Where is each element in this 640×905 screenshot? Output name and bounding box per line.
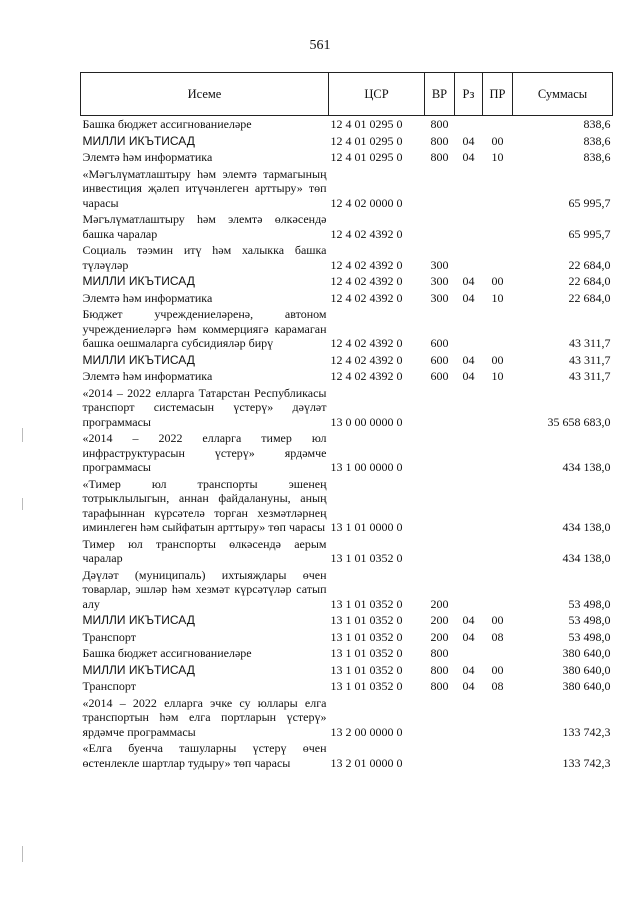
cell-name: МИЛЛИ ИКЪТИСАД [82,133,195,148]
cell-name: «2014 – 2022 елларга тимер юл инфраструктурасын үстерү» ярдәмче программасы [82,431,327,474]
cell-pr: 10 [491,150,504,164]
cell-rz: 04 [462,613,475,627]
cell-pr [483,645,513,662]
cell-pr [483,211,513,242]
column-header-rz: Рз [455,73,483,116]
cell-rz [455,740,483,771]
cell-name: Башка бюджет ассигнованиеләре [82,117,252,131]
cell-name: МИЛЛИ ИКЪТИСАД [82,662,195,677]
cell-csr: 12 4 01 0295 0 [330,117,403,131]
cell-name: Башка бюджет ассигнованиеләре [82,646,252,660]
cell-vr: 600 [430,352,449,367]
cell-pr [483,306,513,352]
cell-sum: 380 640,0 [562,646,611,660]
table-row [81,133,613,150]
cell-csr: 12 4 02 4392 0 [330,352,403,367]
cell-pr: 00 [491,613,504,627]
cell-vr: 600 [430,369,449,383]
cell-rz: 04 [462,662,475,677]
cell-csr: 12 4 01 0295 0 [330,133,403,148]
cell-vr: 800 [430,150,449,164]
cell-sum: 53 498,0 [568,629,611,644]
cell-rz [455,385,483,431]
cell-csr: 13 2 00 0000 0 [330,724,403,739]
cell-vr: 800 [430,117,449,131]
cell-pr [483,166,513,212]
cell-rz: 04 [462,629,475,644]
column-header-sum: Суммасы [513,73,613,116]
column-header-pr: ПР [483,73,513,116]
table-row [81,740,613,771]
cell-vr [425,476,455,536]
cell-name: «Елга буенча ташуларны үстерү өчен өстенлекле шартлар тудыру» төп чарасы [82,741,327,770]
cell-rz [455,645,483,662]
table-row [81,567,613,613]
cell-pr: 08 [491,679,504,693]
cell-rz: 04 [462,150,475,164]
table-header-row [81,73,613,116]
cell-csr: 13 1 01 0352 0 [330,679,403,693]
cell-name: Транспорт [82,629,136,644]
cell-csr: 12 4 02 4392 0 [330,274,403,288]
table-row [81,211,613,242]
cell-sum: 35 658 683,0 [547,414,611,429]
cell-name: МИЛЛИ ИКЪТИСАД [82,613,195,627]
cell-rz [455,211,483,242]
cell-vr: 200 [430,629,449,644]
cell-csr: 12 4 01 0295 0 [330,150,403,164]
cell-csr: 13 1 01 0352 0 [330,662,403,677]
cell-pr: 10 [491,290,504,305]
cell-rz: 04 [462,352,475,367]
cell-name: Социаль тәэмин итү һәм халыкка башка түләүләр [82,243,327,272]
cell-sum: 43 311,7 [568,369,611,383]
cell-csr: 13 1 01 0352 0 [330,551,403,565]
table-row [81,306,613,352]
cell-csr: 13 1 01 0000 0 [330,520,403,534]
table-row [81,678,613,695]
budget-table [80,72,613,771]
cell-rz: 04 [462,679,475,693]
cell-pr [483,430,513,476]
cell-sum: 53 498,0 [568,596,611,611]
cell-pr: 00 [491,274,504,288]
cell-pr [483,536,513,567]
cell-pr [483,476,513,536]
cell-name: «Тимер юл транспорты эшенең тотрыклылыгын, аннан файдалануны, аның тарафыннан күрсәтелә торган хезмәтләрнең иминлеген һәм сыйфатын арттыру» төп чарасы [82,476,327,534]
table-row [81,273,613,290]
table-row [81,645,613,662]
cell-csr: 12 4 02 4392 0 [330,257,403,272]
cell-pr: 00 [491,352,504,367]
table-row [81,368,613,385]
cell-csr: 12 4 02 0000 0 [330,195,403,210]
cell-vr: 800 [430,679,449,693]
cell-sum: 65 995,7 [568,226,611,241]
cell-pr [483,567,513,613]
cell-sum: 434 138,0 [562,460,611,474]
cell-sum: 43 311,7 [568,352,611,367]
table-row [81,116,613,133]
cell-pr: 00 [491,662,504,677]
cell-rz: 04 [462,133,475,148]
cell-sum: 434 138,0 [562,520,611,534]
cell-rz [455,116,483,133]
cell-rz: 04 [462,369,475,383]
cell-rz: 04 [462,290,475,305]
cell-sum: 380 640,0 [562,662,611,677]
table-row [81,352,613,369]
cell-sum: 838,6 [583,133,611,148]
cell-vr: 300 [430,274,449,288]
cell-rz [455,567,483,613]
cell-sum: 133 742,3 [562,755,611,770]
cell-vr: 800 [430,133,449,148]
table-row [81,242,613,273]
cell-sum: 838,6 [583,150,611,164]
table-row [81,612,613,629]
cell-csr: 13 1 01 0352 0 [330,596,403,611]
table-row [81,476,613,536]
cell-rz [455,166,483,212]
cell-vr: 800 [430,662,449,677]
cell-csr: 12 4 02 4392 0 [330,336,403,350]
cell-rz [455,695,483,741]
cell-sum: 65 995,7 [568,195,611,210]
cell-name: Бюджет учреждениеләренә, автоном учреждениеләргә һәм коммерциягә карамаган башка оешмаларга субсидияләр бирү [82,307,327,350]
cell-name: «2014 – 2022 елларга Татарстан Республикасы транспорт системасын үстерү» дәүләт программасы [82,385,327,429]
scan-mark [22,428,23,442]
cell-pr: 00 [491,133,504,148]
cell-name: Тимер юл транспорты өлкәсендә аерым чаралар [82,536,327,565]
cell-sum: 838,6 [583,117,611,131]
cell-name: МИЛЛИ ИКЪТИСАД [82,274,195,288]
cell-csr: 12 4 02 4392 0 [330,226,403,241]
cell-vr [425,536,455,567]
cell-csr: 13 1 01 0352 0 [330,646,403,660]
cell-pr: 08 [491,629,504,644]
cell-csr: 13 2 01 0000 0 [330,755,403,770]
cell-name: Элемтә һәм информатика [82,290,213,305]
cell-rz [455,430,483,476]
cell-csr: 13 1 00 0000 0 [330,460,403,474]
cell-vr: 200 [430,596,449,611]
cell-rz [455,476,483,536]
column-header-csr: ЦСР [329,73,425,116]
cell-vr: 300 [430,290,449,305]
column-header-name: Исеме [81,73,329,116]
cell-vr [425,695,455,741]
cell-sum: 133 742,3 [562,724,611,739]
cell-vr: 200 [430,613,449,627]
cell-name: «Мәгълүматлаштыру һәм элемтә тармагының инвестиция җәлеп итүчәнлеген арттыру» төп чарасы [82,166,327,210]
scan-mark [22,498,23,510]
cell-pr [483,695,513,741]
cell-rz: 04 [462,274,475,288]
cell-vr: 800 [430,646,449,660]
cell-pr [483,242,513,273]
cell-sum: 434 138,0 [562,551,611,565]
table-row [81,662,613,679]
cell-vr [425,740,455,771]
column-header-vr: ВР [425,73,455,116]
cell-name: «2014 – 2022 елларга эчке су юллары елга транспортын һәм елга портларын үстерү» ярдәмче программасы [82,695,327,739]
cell-vr [425,430,455,476]
cell-name: Элемтә һәм информатика [82,369,213,383]
table-row [81,536,613,567]
cell-csr: 13 1 01 0352 0 [330,613,403,627]
cell-pr [483,740,513,771]
cell-name: Дәүләт (муниципаль) ихтыяҗлары өчен товарлар, эшләр һәм хезмәт күрсәтүләр сатып алу [82,567,327,611]
cell-vr [425,385,455,431]
table-row [81,385,613,431]
cell-sum: 53 498,0 [568,613,611,627]
cell-csr: 12 4 02 4392 0 [330,369,403,383]
cell-pr [483,116,513,133]
cell-csr: 13 0 00 0000 0 [330,414,403,429]
page-number: 561 [309,38,331,53]
cell-sum: 380 640,0 [562,679,611,693]
cell-rz [455,306,483,352]
cell-pr [483,385,513,431]
table-row [81,149,613,166]
cell-vr [425,211,455,242]
cell-vr: 300 [430,257,449,272]
table-row [81,629,613,646]
cell-csr: 13 1 01 0352 0 [330,629,403,644]
cell-pr: 10 [491,369,504,383]
cell-rz [455,242,483,273]
cell-rz [455,536,483,567]
table-row [81,430,613,476]
table-row [81,290,613,307]
cell-csr: 12 4 02 4392 0 [330,290,403,305]
scan-mark [22,846,23,862]
cell-name: Мәгълүматлаштыру һәм элемтә өлкәсендә башка чаралар [82,212,327,241]
cell-sum: 22 684,0 [568,290,611,305]
cell-name: Транспорт [82,679,136,693]
cell-vr: 600 [430,336,449,350]
cell-sum: 43 311,7 [568,336,611,350]
table-row [81,166,613,212]
table-row [81,695,613,741]
cell-name: МИЛЛИ ИКЪТИСАД [82,352,195,367]
cell-name: Элемтә һәм информатика [82,150,213,164]
cell-sum: 22 684,0 [568,257,611,272]
cell-sum: 22 684,0 [568,274,611,288]
cell-vr [425,166,455,212]
